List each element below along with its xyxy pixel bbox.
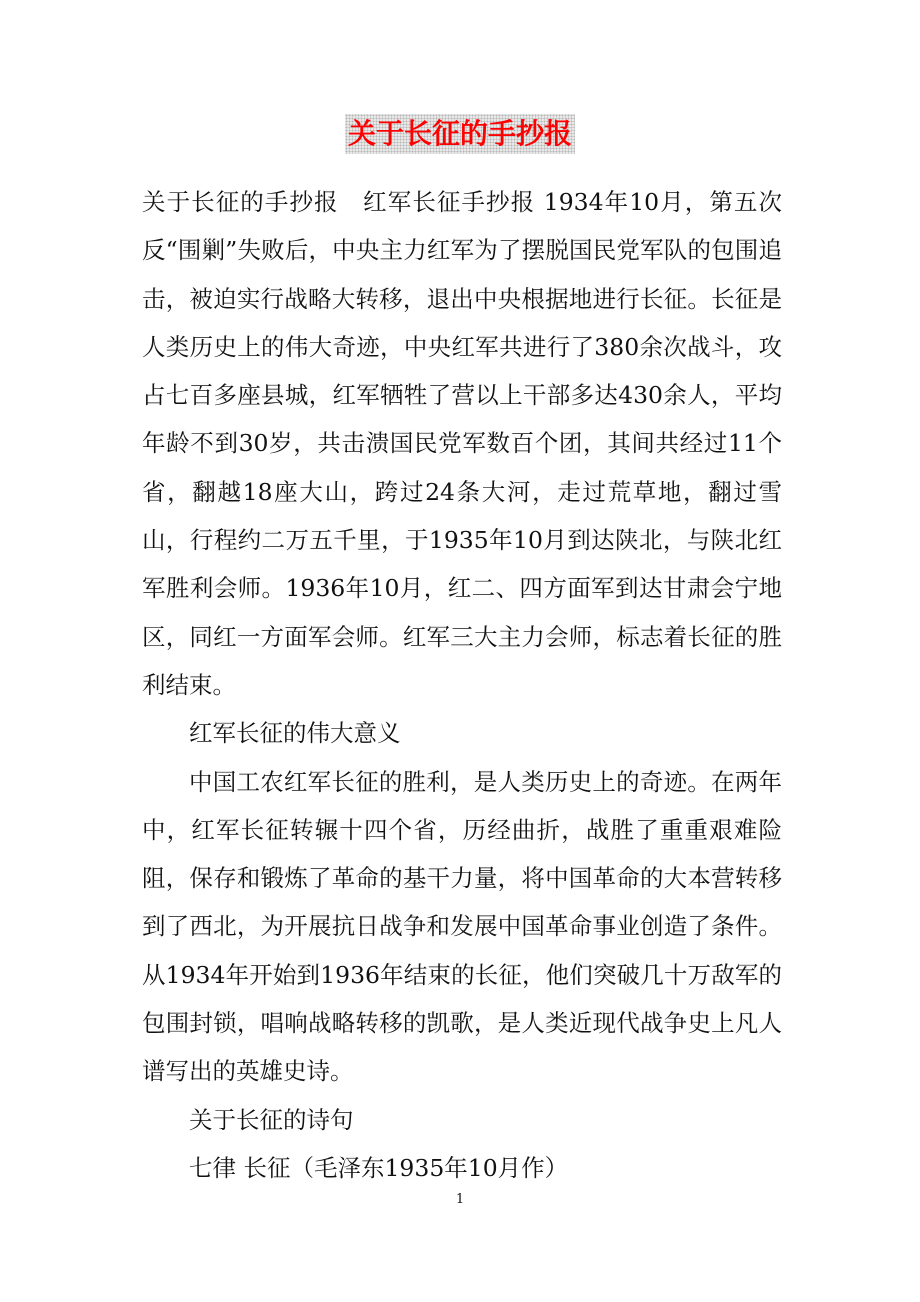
heading-poems: 关于长征的诗句 [189, 1105, 354, 1134]
paragraph-significance: 中国工农红军长征的胜利，是人类历史上的奇迹。在两年中，红军长征转辗十四个省，历经曲折，战胜了重重艰难险阻，保存和锻炼了革命的基干力量，将中国革命的大本营转移到了西北，为开展抗日战争和发展中国革命事业创造了条件。从1934年开始到1936年结束的长征，他们突破几十万敌军的包围封锁，唱响战略转移的凯歌，是人类近现代战争史上凡人谱写出的英雄史诗。 [142, 767, 782, 1086]
document-body [142, 178, 782, 1192]
page-number: 1 [455, 1192, 465, 1207]
paragraph-intro: 关于长征的手抄报 红军长征手抄报 1934年10月，第五次反“围剿”失败后，中央主力红军为了摆脱国民党军队的包围追击，被迫实行战略大转移，退出中央根据地进行长征。长征是人类历史上的伟大奇迹，中央红军共进行了380余次战斗，攻占七百多座县城，红军牺牲了营以上干部多达430余人，平均年龄不到30岁，共击溃国民党军数百个团，其间共经过11个省，翻越18座大山，跨过24条大河，走过荒草地，翻过雪山，行程约二万五千里，于1935年10月到达陕北，与陕北红军胜利会师。1936年10月，红二、四方面军到达甘肃会宁地区，同红一方面军会师。红军三大主力会师，标志着长征的胜利结束。 [142, 188, 782, 699]
title-container [0, 114, 920, 154]
poem-title: 七律 长征（毛泽东1935年10月作） [189, 1153, 569, 1182]
heading-significance: 红军长征的伟大意义 [189, 719, 401, 748]
document-title: 关于长征的手抄报 [345, 114, 575, 154]
